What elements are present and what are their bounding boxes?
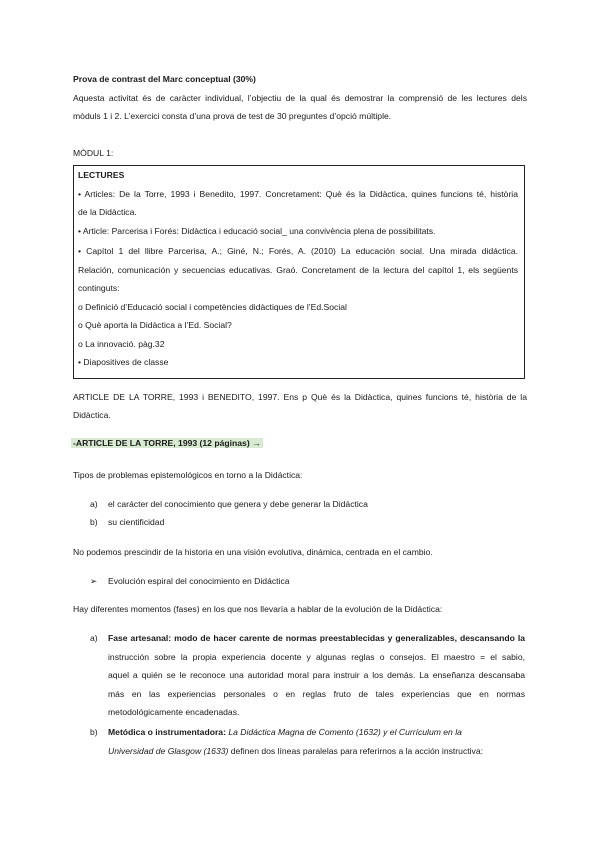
- history-sentence: No podemos prescindir de la historia en una visión evolutiva, dinámica, centrada en el cambio.: [73, 547, 433, 557]
- evolution-item: Evolución espiral del conocimiento en Didáctica: [108, 576, 290, 586]
- list-marker: b): [90, 727, 98, 737]
- phase-a-line: aquel a quién se le reconoce una autoridad moral para instruir a los demás. La enseñanza descansaba: [108, 670, 525, 680]
- list-item: su cientificidad: [108, 517, 165, 527]
- lectures-box: [73, 165, 525, 379]
- phase-b-line-2: Universidad de Glasgow (1633) definen dos líneas paralelas para referirnos a la acción instructiva:: [108, 746, 484, 756]
- phase-b-line-1: Metódica o instrumentadora: La Didáctica Magna de Comento (1632) y el Currículum en la: [108, 727, 462, 737]
- lectures-line: • Diapositives de classe: [78, 357, 169, 367]
- lectures-line: de la Didàctica.: [78, 207, 137, 217]
- list-marker: b): [90, 517, 98, 527]
- module-heading: MÒDUL 1:: [73, 148, 114, 158]
- lectures-heading: LECTURES: [78, 170, 125, 180]
- lectures-line: o Què aporta la Didàctica a l’Ed. Social?: [78, 320, 232, 330]
- problems-intro: Tipos de problemas epistemológicos en torno a la Didáctica:: [73, 470, 303, 480]
- list-item: el carácter del conocimiento que genera y debe generar la Didáctica: [108, 499, 368, 509]
- list-marker: a): [90, 499, 98, 509]
- intro-line-1: Aquesta activitat és de caràcter individual, l’objectiu de la qual és demostrar la comprensió de les lectures dels: [73, 93, 527, 103]
- arrow-bullet-icon: ➢: [90, 576, 98, 586]
- phase-a-line: metodológicamente encadenadas.: [108, 707, 240, 717]
- article-ref-line-2: Didàctica.: [73, 410, 111, 420]
- article-ref-line-1: ARTICLE DE LA TORRE, 1993 i BENEDITO, 1997. Ens p Què és la Didàctica, quines funcions té, història de la: [73, 392, 527, 402]
- lectures-line: o Definició d’Educació social i competències didàctiques de l’Ed.Social: [78, 302, 347, 312]
- lectures-line: • Article: Parcerisa i Forés: Didàctica i educació social_ una convivència plena de possibilitats.: [78, 226, 436, 236]
- phase-a-line: más en las experiencias personales o en reglas fruto de tales experiencias que en normas: [108, 689, 525, 699]
- lectures-line: Relación, comunicación y secuencias educativas. Graó. Concretament de la lectura del capítol 1, els següents: [78, 265, 518, 275]
- list-marker: a): [90, 633, 98, 643]
- highlighted-text: -ARTICLE DE LA TORRE, 1993 (12 páginas) →: [73, 438, 261, 448]
- lectures-line: • Capítol 1 del llibre Parcerisa, A.; Giné, N.; Forés, A. (2010) La educación social. Una mirada didáctica.: [78, 246, 518, 256]
- highlight-heading: [71, 438, 263, 449]
- lectures-line: continguts:: [78, 283, 120, 293]
- phase-a-line: Fase artesanal: modo de hacer carente de normas preestablecidas y generalizables, descansando la: [108, 633, 525, 643]
- lectures-line: o La innovació. pàg.32: [78, 339, 165, 349]
- section-title: Prova de contrast del Marc conceptual (30%): [73, 74, 256, 84]
- intro-line-2: mòduls 1 i 2. L’exercici consta d’una prova de test de 30 preguntes d’opció múltiple.: [73, 111, 392, 121]
- lectures-line: • Articles: De la Torre, 1993 i Benedito, 1997. Concretament: Què és la Didàctica, quines funcions té, història: [78, 189, 518, 199]
- moments-intro: Hay diferentes momentos (fases) en los que nos llevaría a hablar de la evolución de la Didáctica:: [73, 604, 443, 614]
- phase-a-line: instrucción sobre la propia experiencia docente y algunas reglas o consejos. El maestro = el sabio,: [108, 652, 525, 662]
